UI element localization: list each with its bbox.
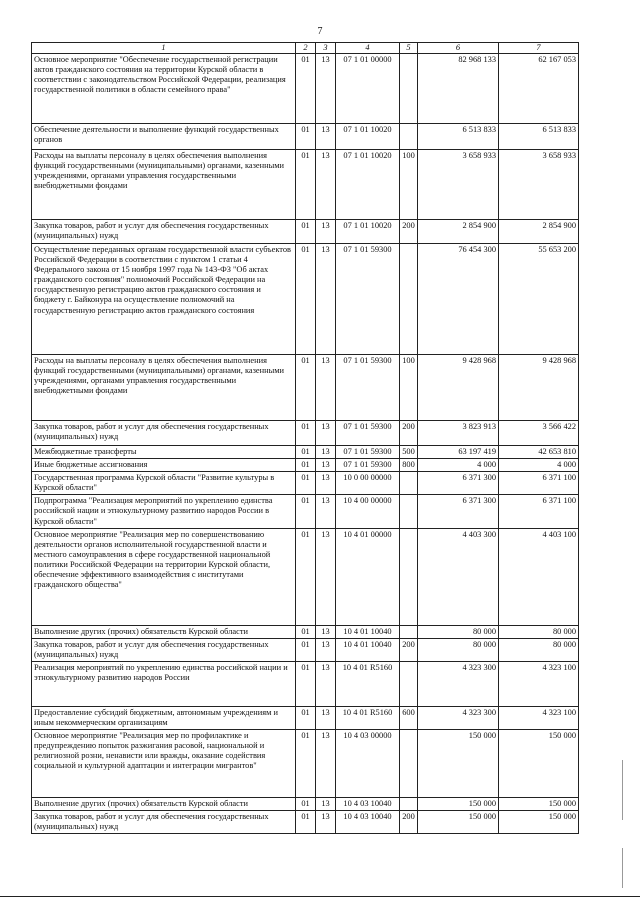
table-row [32, 459, 579, 472]
page-number: 7 [317, 26, 323, 37]
table-row [32, 446, 579, 459]
table-row [32, 811, 579, 834]
table-cell-name: Закупка товаров, работ и услуг для обеспечения государственных (муниципальных) нужд [32, 638, 296, 661]
header-row [32, 43, 579, 54]
table-cell-target-article: 10 4 03 10040 [336, 798, 400, 811]
table-cell-section: 01 [296, 730, 316, 798]
table-cell-amount-year-1: 2 854 900 [418, 220, 499, 244]
table-cell-section: 01 [296, 459, 316, 472]
table-cell-section: 01 [296, 661, 316, 706]
table-cell-target-article: 10 4 03 10040 [336, 811, 400, 834]
table-cell-subsection: 13 [316, 706, 336, 729]
table-cell-section: 01 [296, 421, 316, 446]
table-cell-expense-type [400, 472, 418, 495]
table-cell-subsection: 13 [316, 124, 336, 150]
table-cell-name: Расходы на выплаты персоналу в целях обеспечения выполнения функций государственными (муниципальными) органами, казенными учреждениями, органами управления государственными внебюджетными фондами [32, 150, 296, 220]
table-row [32, 220, 579, 244]
table-cell-expense-type [400, 244, 418, 355]
table-cell-target-article: 07 1 01 59300 [336, 355, 400, 421]
table-cell-subsection: 13 [316, 244, 336, 355]
table-cell-target-article: 07 1 01 10020 [336, 124, 400, 150]
table-cell-amount-year-1: 150 000 [418, 798, 499, 811]
table-row [32, 124, 579, 150]
table-cell-subsection: 13 [316, 798, 336, 811]
table-cell-expense-type: 500 [400, 446, 418, 459]
table-cell-name: Иные бюджетные ассигнования [32, 459, 296, 472]
table-body [32, 54, 579, 834]
table-cell-expense-type [400, 661, 418, 706]
table-cell-name: Выполнение других (прочих) обязательств Курской области [32, 625, 296, 638]
table-cell-subsection: 13 [316, 638, 336, 661]
table-cell-section: 01 [296, 355, 316, 421]
table-cell-target-article: 10 4 01 10040 [336, 625, 400, 638]
table-cell-amount-year-2: 150 000 [499, 811, 579, 834]
table-cell-name: Выполнение других (прочих) обязательств Курской области [32, 798, 296, 811]
table-cell-amount-year-2: 80 000 [499, 625, 579, 638]
table-row [32, 798, 579, 811]
table-cell-expense-type [400, 54, 418, 124]
table-cell-amount-year-1: 9 428 968 [418, 355, 499, 421]
table-cell-amount-year-1: 4 403 300 [418, 528, 499, 625]
table-row [32, 495, 579, 528]
table-row [32, 661, 579, 706]
table-cell-amount-year-2: 6 371 100 [499, 472, 579, 495]
table-cell-amount-year-2: 80 000 [499, 638, 579, 661]
table-cell-subsection: 13 [316, 459, 336, 472]
table-cell-amount-year-1: 6 371 300 [418, 472, 499, 495]
table-cell-amount-year-2: 6 513 833 [499, 124, 579, 150]
table-row [32, 528, 579, 625]
column-header-2: 2 [296, 43, 316, 54]
table-cell-subsection: 13 [316, 355, 336, 421]
table-cell-expense-type [400, 798, 418, 811]
table-cell-amount-year-2: 62 167 053 [499, 54, 579, 124]
table-cell-target-article: 07 1 01 10020 [336, 150, 400, 220]
table-cell-amount-year-2: 6 371 100 [499, 495, 579, 528]
table-cell-expense-type: 100 [400, 150, 418, 220]
table-cell-subsection: 13 [316, 495, 336, 528]
table-cell-amount-year-1: 3 823 913 [418, 421, 499, 446]
table-cell-expense-type [400, 730, 418, 798]
table-row [32, 730, 579, 798]
table-cell-name: Подпрограмма "Реализация мероприятий по укреплению единства российской нации и этнокультурному развитию народов России в Курской области" [32, 495, 296, 528]
table-cell-amount-year-2: 55 653 200 [499, 244, 579, 355]
table-cell-expense-type [400, 495, 418, 528]
table-cell-section: 01 [296, 220, 316, 244]
table-cell-name: Обеспечение деятельности и выполнение функций государственных органов [32, 124, 296, 150]
table-cell-section: 01 [296, 706, 316, 729]
table-cell-expense-type [400, 528, 418, 625]
table-cell-amount-year-1: 76 454 300 [418, 244, 499, 355]
table-cell-amount-year-1: 80 000 [418, 625, 499, 638]
table-cell-section: 01 [296, 528, 316, 625]
column-header-4: 4 [336, 43, 400, 54]
table-cell-amount-year-2: 9 428 968 [499, 355, 579, 421]
table-cell-amount-year-1: 4 323 300 [418, 661, 499, 706]
table-cell-amount-year-1: 80 000 [418, 638, 499, 661]
table-cell-name: Предоставление субсидий бюджетным, автономным учреждениям и иным некоммерческим организациям [32, 706, 296, 729]
table-cell-name: Государственная программа Курской области "Развитие культуры в Курской области" [32, 472, 296, 495]
table-cell-section: 01 [296, 244, 316, 355]
table-cell-target-article: 10 4 01 10040 [336, 638, 400, 661]
table-cell-amount-year-1: 4 000 [418, 459, 499, 472]
table-cell-expense-type: 600 [400, 706, 418, 729]
table-cell-section: 01 [296, 124, 316, 150]
table-row [32, 150, 579, 220]
table-cell-name: Основное мероприятие "Обеспечение государственной регистрации актов гражданского состояния на территории Курской области в соответствии с законодательством Российской Федерации, реализация государственной политики в области семейного права" [32, 54, 296, 124]
scan-margin-mark [622, 760, 623, 820]
bottom-rule [0, 896, 640, 897]
table-cell-section: 01 [296, 798, 316, 811]
table-cell-target-article: 07 1 01 10020 [336, 220, 400, 244]
table-cell-amount-year-1: 82 968 133 [418, 54, 499, 124]
table-cell-subsection: 13 [316, 421, 336, 446]
table-cell-subsection: 13 [316, 472, 336, 495]
table-cell-section: 01 [296, 811, 316, 834]
budget-table [31, 42, 579, 834]
table-cell-amount-year-1: 6 513 833 [418, 124, 499, 150]
table-cell-target-article: 10 4 01 R5160 [336, 661, 400, 706]
table-cell-name: Межбюджетные трансферты [32, 446, 296, 459]
table-cell-amount-year-1: 3 658 933 [418, 150, 499, 220]
table-cell-amount-year-2: 4 323 100 [499, 706, 579, 729]
table-cell-target-article: 10 4 03 00000 [336, 730, 400, 798]
table-cell-section: 01 [296, 495, 316, 528]
table-cell-target-article: 10 0 00 00000 [336, 472, 400, 495]
table-cell-target-article: 07 1 01 59300 [336, 446, 400, 459]
table-row [32, 625, 579, 638]
table-cell-amount-year-2: 4 000 [499, 459, 579, 472]
column-header-5: 5 [400, 43, 418, 54]
table-cell-section: 01 [296, 446, 316, 459]
table-cell-amount-year-2: 150 000 [499, 798, 579, 811]
table-cell-subsection: 13 [316, 150, 336, 220]
column-header-6: 6 [418, 43, 499, 54]
table-cell-amount-year-2: 150 000 [499, 730, 579, 798]
table-cell-expense-type [400, 625, 418, 638]
table-cell-subsection: 13 [316, 54, 336, 124]
scan-margin-mark [622, 848, 623, 888]
table-cell-subsection: 13 [316, 528, 336, 625]
table-cell-amount-year-2: 2 854 900 [499, 220, 579, 244]
table-cell-amount-year-2: 3 566 422 [499, 421, 579, 446]
table-cell-subsection: 13 [316, 811, 336, 834]
table-cell-section: 01 [296, 625, 316, 638]
table-cell-amount-year-2: 42 653 810 [499, 446, 579, 459]
table-cell-subsection: 13 [316, 730, 336, 798]
table-row [32, 472, 579, 495]
table-cell-expense-type: 200 [400, 220, 418, 244]
table-cell-target-article: 07 1 01 59300 [336, 459, 400, 472]
table-cell-expense-type: 200 [400, 811, 418, 834]
table-row [32, 421, 579, 446]
table-cell-expense-type: 100 [400, 355, 418, 421]
table-cell-subsection: 13 [316, 446, 336, 459]
table-cell-expense-type: 800 [400, 459, 418, 472]
table-cell-amount-year-1: 63 197 419 [418, 446, 499, 459]
table-cell-name: Закупка товаров, работ и услуг для обеспечения государственных (муниципальных) нужд [32, 220, 296, 244]
table-row [32, 638, 579, 661]
table-cell-amount-year-1: 150 000 [418, 730, 499, 798]
table-cell-target-article: 10 4 00 00000 [336, 495, 400, 528]
column-header-7: 7 [499, 43, 579, 54]
table-cell-amount-year-2: 4 403 100 [499, 528, 579, 625]
table-cell-amount-year-2: 3 658 933 [499, 150, 579, 220]
table-cell-expense-type: 200 [400, 638, 418, 661]
table-cell-amount-year-2: 4 323 100 [499, 661, 579, 706]
table-cell-section: 01 [296, 54, 316, 124]
table-cell-target-article: 07 1 01 00000 [336, 54, 400, 124]
table-row [32, 54, 579, 124]
table-cell-name: Закупка товаров, работ и услуг для обеспечения государственных (муниципальных) нужд [32, 421, 296, 446]
table-cell-amount-year-1: 4 323 300 [418, 706, 499, 729]
table-cell-section: 01 [296, 150, 316, 220]
table-cell-amount-year-1: 6 371 300 [418, 495, 499, 528]
table-cell-expense-type [400, 124, 418, 150]
table-cell-target-article: 10 4 01 R5160 [336, 706, 400, 729]
table-cell-section: 01 [296, 638, 316, 661]
table-cell-target-article: 07 1 01 59300 [336, 244, 400, 355]
table-cell-name: Основное мероприятие "Реализация мер по совершенствованию деятельности органов исполнительной государственной власти и местного самоуправления в сфере государственной национальной политики Российской Федерации на территории Курской области, обеспечение эффективного взаимодействия с институтами гражданского общества" [32, 528, 296, 625]
table-row [32, 355, 579, 421]
table-row [32, 706, 579, 729]
table-row [32, 244, 579, 355]
table-cell-target-article: 07 1 01 59300 [336, 421, 400, 446]
table-cell-name: Расходы на выплаты персоналу в целях обеспечения выполнения функций государственными (муниципальными) органами, казенными учреждениями, органами управления государственными внебюджетными фондами [32, 355, 296, 421]
table-cell-subsection: 13 [316, 661, 336, 706]
column-header-3: 3 [316, 43, 336, 54]
table-cell-expense-type: 200 [400, 421, 418, 446]
column-header-1: 1 [32, 43, 296, 54]
table-cell-amount-year-1: 150 000 [418, 811, 499, 834]
table-cell-subsection: 13 [316, 220, 336, 244]
table-cell-name: Реализация мероприятий по укреплению единства российской нации и этнокультурному развитию народов России [32, 661, 296, 706]
table-cell-name: Осуществление переданных органам государственной власти субъектов Российской Федерации в соответствии с пунктом 1 статьи 4 Федерального закона от 15 ноября 1997 года № 143-ФЗ "Об актах гражданского состояния" полномочий Российской Федерации на государственную регистрацию актов гражданского состояния и бюджету г. Байконура на осуществление полномочий на государственную регистрацию актов гражданского состояния [32, 244, 296, 355]
table-cell-name: Основное мероприятие "Реализация мер по профилактике и предупреждению попыток разжигания расовой, национальной и религиозной розни, ненависти или вражды, оказание содействия социальной и культурной адаптации и интеграции мигрантов" [32, 730, 296, 798]
table-cell-name: Закупка товаров, работ и услуг для обеспечения государственных (муниципальных) нужд [32, 811, 296, 834]
table-cell-subsection: 13 [316, 625, 336, 638]
table-cell-section: 01 [296, 472, 316, 495]
table-cell-target-article: 10 4 01 00000 [336, 528, 400, 625]
